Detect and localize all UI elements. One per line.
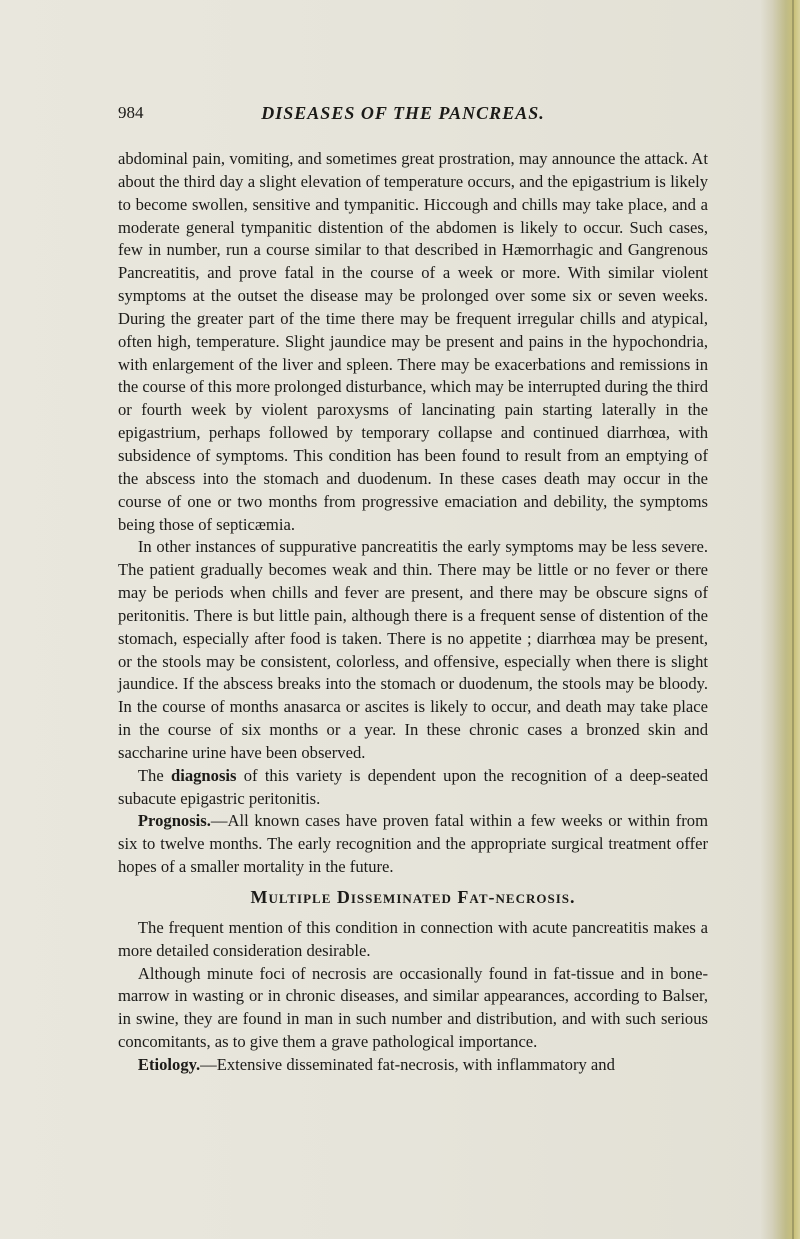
diagnosis-term: diagnosis [170,765,237,785]
page-spine-edge [760,0,800,1239]
prognosis-text: —All known cases have proven fatal within a few weeks or within from six to twelve months. The early recognition and the appropriate surgical treatment offer hopes of a smaller mortality in the future. [118,811,708,877]
etiology-text: —Extensive disseminated fat-necrosis, with inflammatory and [200,1054,615,1074]
paragraph-1: abdominal pain, vomiting, and sometimes great prostration, may announce the attack. At about the third day a slight elevation of temperature occurs, and the epigastrium is likely to become swollen, sensitive and tympanitic. Hiccough and chills may take place, and a moderate general tympanitic distention of the abdomen is likely to occur. Such cases, few in number, run a course similar to that described in Hæmorrhagic and Gangrenous Pancreatitis, and prove fatal in the course of a week or more. With similar violent symptoms at the outset the disease may be prolonged over some six or seven weeks. During the greater part of the time there may be frequent irregular chills and atypical, often high, temperature. Slight jaundice may be present and pains in the hypochondria, with enlargement of the liver and spleen. There may be exacerbations and remissions in the course of this more prolonged disturbance, which may be interrupted during the third or fourth week by violent paroxysms of lancinating pain starting laterally in the epigastrium, perhaps followed by temporary collapse and continued diarrhœa, with subsidence of symptoms. This condition has been found to result from an emptying of the abscess into the stomach and duodenum. In these cases death may occur in the course of one or two months from progressive emaciation and debility, the symptoms being those of septicæmia. [118,149,708,534]
prognosis-heading: Prognosis. [137,811,211,831]
running-head [100,103,706,129]
paragraph-3 [118,765,708,811]
etiology-heading: Etiology. [137,1054,201,1074]
page-edge-line [792,0,794,1239]
paragraph-2: In other instances of suppurative pancreatitis the early symptoms may be less severe. The patient gradually becomes weak and thin. There may be little or no fever or there may be periods when chills and fever are present, and there may be obscure signs of peritonitis. There is but little pain, although there is a frequent sense of distention of the stomach, especially after food is taken. There is no appetite ; diarrhœa may be present, or the stools may be consistent, colorless, and offensive, especially when there is slight jaundice. If the abscess breaks into the stomach or duodenum, the stools may be bloody. In the course of months anasarca or ascites is likely to occur, and death may take place in the course of six months or a year. In these chronic cases a bronzed skin and saccharine urine have been observed. [118,537,708,762]
paragraph-5: The frequent mention of this condition in connection with acute pancreatitis makes a more detailed consideration desirable. [118,917,708,960]
paragraph-6: Although minute foci of necrosis are occasionally found in fat-tissue and in bone-marrow in wasting or in chronic diseases, and similar appearances, according to Balser, in swine, they are found in man in such number and distribution, and with such serious concomitants, as to give them a grave pathological importance. [118,963,708,1052]
section-heading: Multiple Disseminated Fat-necrosis. [250,887,576,907]
paragraph-3-lead: The [137,765,164,785]
running-head-title: DISEASES OF THE PANCREAS. [261,103,545,123]
paragraph-prognosis [118,810,708,879]
page-number: 984 [118,103,144,122]
paragraph-etiology [118,1054,708,1077]
body-text [118,148,708,1077]
paragraph-3-text: of this variety is dependent upon the recognition of a deep-seated subacute epigastric peritonitis. [118,765,708,808]
